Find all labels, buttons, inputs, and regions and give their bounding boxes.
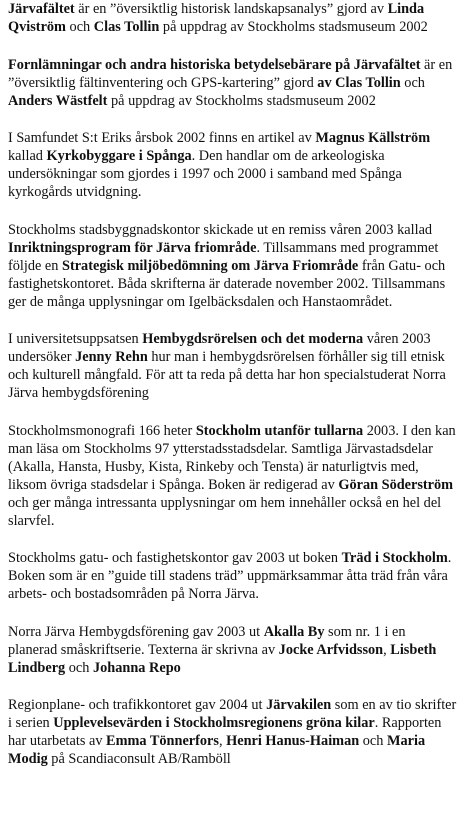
text-run: hur man i hembygdsrörelsen förhåller sig till etnisk och kulturell mångfald. För att ta reda på detta har hon specialstuderat Norra Järva hembygdsförening bbox=[8, 349, 446, 401]
author-name: Anders Wästfelt bbox=[8, 92, 108, 109]
text-run: på uppdrag av Stockholms stadsmuseum 2002 bbox=[107, 92, 376, 109]
text-run: Stockholmsmonografi 166 heter bbox=[8, 422, 196, 439]
text-run: och bbox=[359, 733, 387, 749]
text-run: . Boken som är en ”guide till stadens träd” uppmärksammar åtta träd från våra arbets- och bostadsområden på Norra Järva. bbox=[8, 550, 452, 602]
publication-title: Akalla By bbox=[263, 623, 325, 640]
text-run: och bbox=[400, 74, 425, 91]
author-name: Göran Söderström bbox=[338, 476, 454, 493]
text-run: , bbox=[218, 733, 227, 749]
text-run: , bbox=[383, 641, 391, 658]
text-run: 2003. I den kan man läsa om Stockholms 97 ytterstadsstadsdelar. Samtliga Järvastadsdelar (Akalla, Hansta, Husby, Kista, Rinkeby och Tensta) är naturligtvis med, liksom övriga stadsdelar i Spånga. Boken är redigerad av bbox=[8, 422, 456, 493]
bold-term: Järvafältet bbox=[8, 1, 75, 17]
author-name: Clas Tollin bbox=[93, 19, 160, 35]
paragraph-fornlamningar bbox=[8, 56, 457, 110]
text-run: och bbox=[65, 659, 93, 676]
text-run: våren 2003 undersöker bbox=[8, 331, 431, 365]
text-run: som en av tio skrifter i serien bbox=[8, 697, 457, 731]
text-run: . Tillsammans med programmet följde en bbox=[8, 239, 439, 274]
author-name: Linda Qviström bbox=[8, 1, 425, 35]
text-run: Regionplane- och trafikkontoret gav 2004 ut bbox=[8, 697, 267, 713]
publication-title: Strategisk miljöbedömning om Järva Friområde bbox=[62, 257, 359, 274]
paragraph-landskapsanalys bbox=[8, 0, 457, 36]
series-title: Upplevelsevärden i Stockholmsregionens gröna kilar bbox=[53, 715, 375, 731]
text-run: . Rapporten har utarbetats av bbox=[8, 715, 442, 749]
author-name: Emma Tönnerfors bbox=[106, 733, 219, 749]
publication-title: Fornlämningar och andra historiska betydelsebärare på Järvafältet bbox=[8, 56, 421, 73]
paragraph-trad-i-stockholm bbox=[8, 549, 457, 603]
paragraph-utanfor-tullarna bbox=[8, 422, 457, 530]
text-run: på Scandiaconsult AB/Ramböll bbox=[47, 751, 231, 767]
text-run: . Den handlar om de arkeologiska undersökningar som gjordes i 1997 och 2000 i samband med Spånga kyrkogårds utvidgning. bbox=[8, 148, 402, 200]
author-name: Henri Hanus-Haiman bbox=[226, 733, 360, 749]
publication-title: Stockholm utanför tullarna bbox=[195, 422, 364, 439]
text-run: I Samfundet S:t Eriks årsbok 2002 finns en artikel av bbox=[8, 130, 316, 146]
text-run: från Gatu- och fastighetskontoret. Båda skrifterna är daterade november 2002. Tillsammans ger de många upplysningar om Igelbäcksdalen och Hanstaområdet. bbox=[8, 257, 446, 310]
text-run: är en ”översiktlig historisk landskapsanalys” gjord av bbox=[74, 1, 388, 17]
author-name: av Clas Tollin bbox=[317, 74, 401, 91]
publication-title: Inriktningsprogram för Järva friområde bbox=[8, 239, 257, 256]
text-run: Norra Järva Hembygdsförening gav 2003 ut bbox=[8, 623, 264, 640]
text-run: kallad bbox=[8, 148, 47, 164]
author-name: Maria Modig bbox=[8, 733, 426, 767]
text-run: är en ”översiktlig fältinventering och GPS-kartering” gjord bbox=[8, 56, 453, 91]
publication-title: Träd i Stockholm bbox=[341, 550, 448, 566]
author-name: Lisbeth Lindberg bbox=[8, 641, 437, 676]
paragraph-jarvakilen bbox=[8, 696, 457, 768]
paragraph-hembygdsrorelsen bbox=[8, 330, 457, 402]
text-run: som nr. 1 i en planerad småskriftserie. Texterna är skrivna av bbox=[8, 623, 406, 658]
text-run: och bbox=[65, 19, 94, 35]
text-run: på uppdrag av Stockholms stadsmuseum 2002 bbox=[159, 19, 428, 35]
publication-title: Hembygdsrörelsen och det moderna bbox=[142, 331, 364, 347]
author-name: Jocke Arfvidsson bbox=[278, 641, 384, 658]
paragraph-akalla-by bbox=[8, 623, 457, 677]
text-run: Stockholms stadsbyggnadskontor skickade ut en remiss våren 2003 kallad bbox=[8, 221, 433, 238]
author-name: Magnus Källström bbox=[315, 130, 431, 146]
text-run: I universitetsuppsatsen bbox=[8, 331, 143, 347]
text-run: och ger många intressanta upplysningar om hem innehåller också en hel del slarvfel. bbox=[8, 494, 442, 529]
paragraph-kyrkobyggare bbox=[8, 129, 457, 201]
publication-title: Kyrkobyggare i Spånga bbox=[46, 148, 192, 164]
paragraph-inriktningsprogram bbox=[8, 221, 457, 311]
author-name: Johanna Repo bbox=[93, 659, 181, 676]
publication-title: Järvakilen bbox=[266, 697, 332, 713]
text-run: Stockholms gatu- och fastighetskontor gav 2003 ut boken bbox=[8, 550, 342, 566]
author-name: Jenny Rehn bbox=[75, 349, 148, 365]
